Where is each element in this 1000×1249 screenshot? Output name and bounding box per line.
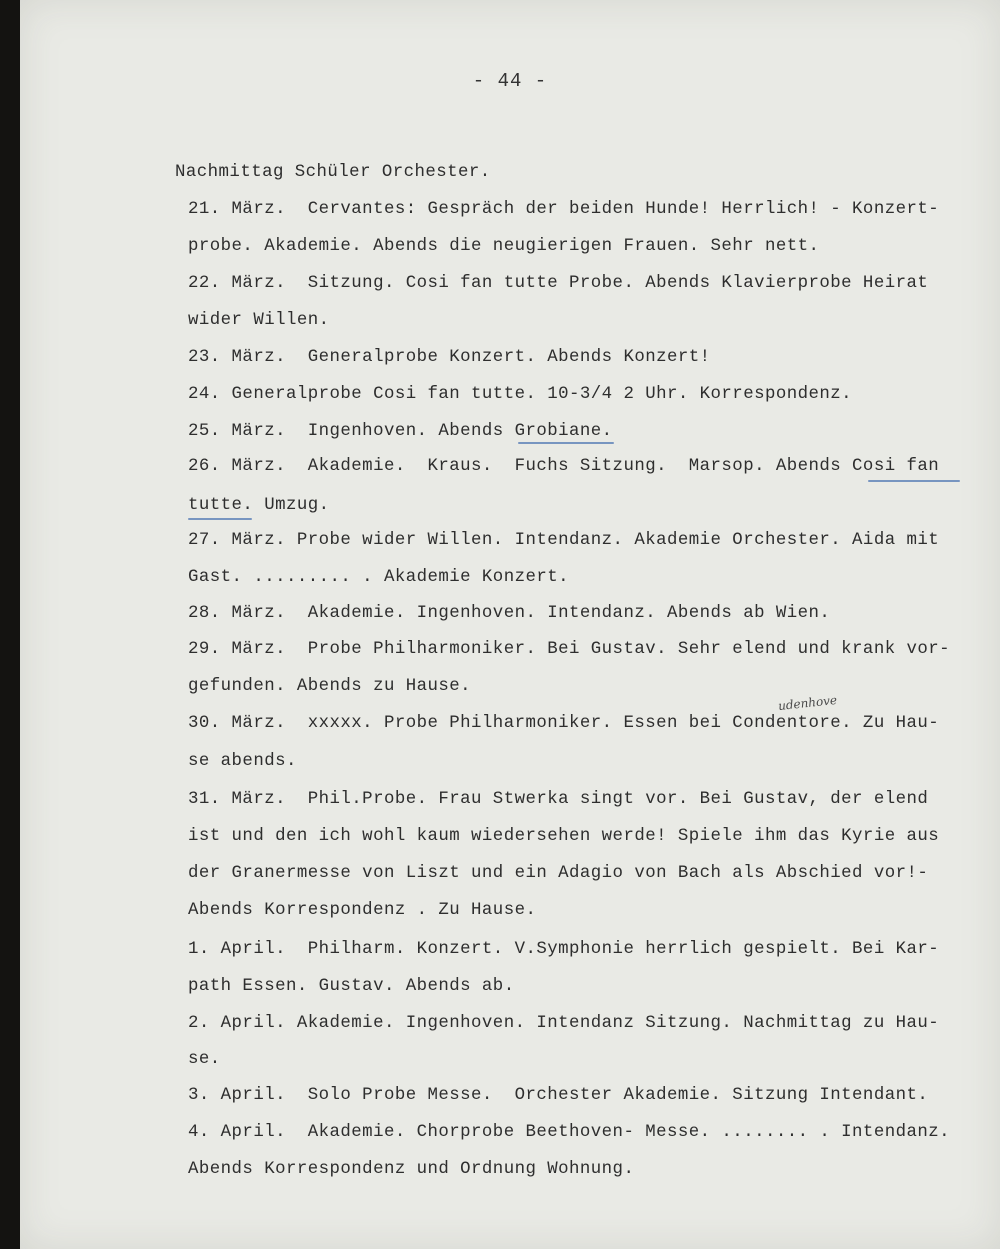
- ink-underline: [188, 518, 252, 520]
- text-line: gefunden. Abends zu Hause.: [188, 677, 472, 696]
- text-line: 1. April. Philharm. Konzert. V.Symphonie herrlich gespielt. Bei Kar-: [188, 940, 940, 959]
- text-line: 28. März. Akademie. Ingenhoven. Intendanz. Abends ab Wien.: [188, 604, 831, 623]
- text-line: 2. April. Akademie. Ingenhoven. Intendanz Sitzung. Nachmittag zu Hau-: [188, 1014, 940, 1033]
- text-line: 31. März. Phil.Probe. Frau Stwerka singt vor. Bei Gustav, der elend: [188, 790, 929, 809]
- text-line: ist und den ich wohl kaum wiedersehen werde! Spiele ihm das Kyrie aus: [188, 827, 940, 846]
- text-line: Gast. ......... . Akademie Konzert.: [188, 568, 570, 587]
- typewritten-page: [20, 0, 1000, 1249]
- handwritten-correction: udenhove: [777, 692, 838, 714]
- text-line: 23. März. Generalprobe Konzert. Abends Konzert!: [188, 348, 711, 367]
- text-line: path Essen. Gustav. Abends ab.: [188, 977, 515, 996]
- text-line: se abends.: [188, 752, 297, 771]
- ink-underline: [518, 442, 614, 444]
- text-line: 24. Generalprobe Cosi fan tutte. 10-3/4 2 Uhr. Korrespondenz.: [188, 385, 853, 404]
- text-line: wider Willen.: [188, 311, 330, 330]
- text-line: probe. Akademie. Abends die neugierigen Frauen. Sehr nett.: [188, 237, 820, 256]
- text-line: 25. März. Ingenhoven. Abends Grobiane.: [188, 422, 613, 441]
- scan-edge: [0, 0, 20, 1249]
- text-line: 22. März. Sitzung. Cosi fan tutte Probe. Abends Klavierprobe Heirat: [188, 274, 929, 293]
- text-line: 26. März. Akademie. Kraus. Fuchs Sitzung. Marsop. Abends Cosi fan: [188, 457, 940, 476]
- text-line: der Granermesse von Liszt und ein Adagio von Bach als Abschied vor!-: [188, 864, 929, 883]
- text-line: Nachmittag Schüler Orchester.: [175, 163, 491, 182]
- text-line: 29. März. Probe Philharmoniker. Bei Gustav. Sehr elend und krank vor-: [188, 640, 951, 659]
- text-line: 21. März. Cervantes: Gespräch der beiden Hunde! Herrlich! - Konzert-: [188, 200, 940, 219]
- text-line: 3. April. Solo Probe Messe. Orchester Akademie. Sitzung Intendant.: [188, 1086, 929, 1105]
- text-line: se.: [188, 1050, 221, 1069]
- text-line: Abends Korrespondenz und Ordnung Wohnung.: [188, 1160, 635, 1179]
- text-line: Abends Korrespondenz . Zu Hause.: [188, 901, 537, 920]
- text-line: tutte. Umzug.: [188, 496, 330, 515]
- ink-underline: [868, 480, 960, 482]
- text-line: 27. März. Probe wider Willen. Intendanz. Akademie Orchester. Aida mit: [188, 531, 940, 550]
- text-line: 4. April. Akademie. Chorprobe Beethoven- Messe. ........ . Intendanz.: [188, 1123, 951, 1142]
- text-line: 30. März. xxxxx. Probe Philharmoniker. Essen bei Condentore. Zu Hau-: [188, 714, 940, 733]
- page-number: - 44 -: [472, 70, 548, 92]
